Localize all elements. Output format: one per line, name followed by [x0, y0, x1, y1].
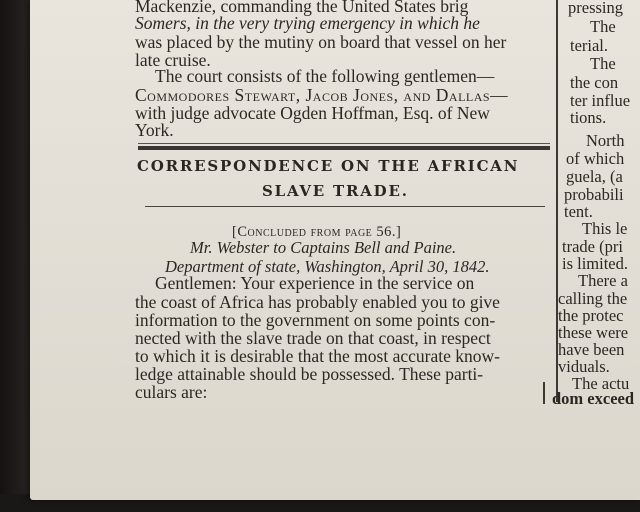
intro-line: Somers, in the very trying emergency in which he: [135, 13, 480, 33]
right-line: pressing: [568, 0, 623, 17]
body-line: Gentlemen: Your experience in the service on: [155, 273, 475, 293]
right-line: the con: [570, 73, 619, 92]
right-line: these were: [558, 323, 629, 342]
section-rule-top: [138, 143, 550, 144]
dateline: Department of state, Washington, April 30, 1842.: [165, 257, 490, 276]
right-line: have been: [558, 340, 625, 359]
right-line: trade (pri: [562, 237, 623, 256]
right-line: calling the: [558, 289, 628, 308]
body-line: ledge attainable should be possessed. These parti-: [135, 364, 484, 384]
body-line: to which it is desirable that the most accurate know-: [135, 346, 500, 366]
headline-line-2: SLAVE TRADE.: [262, 182, 409, 200]
right-line: The: [590, 54, 616, 73]
headline-line-1: CORRESPONDENCE ON THE AFRICAN: [137, 157, 520, 175]
right-line: viduals.: [558, 357, 610, 376]
body-line: information to the government on some points con-: [135, 310, 496, 330]
intro-line: Mackenzie, commanding the United States brig: [135, 0, 469, 16]
right-line: The actu: [572, 374, 630, 393]
right-line: The: [590, 17, 616, 36]
right-line: probabili: [564, 185, 624, 204]
intro-line: late cruise.: [135, 50, 211, 70]
right-line: dom exceed: [552, 389, 635, 408]
court-line: with judge advocate Ogden Hoffman, Esq. of New: [135, 103, 490, 123]
right-line: This le: [582, 219, 628, 238]
court-line: The court consists of the following gentlemen—: [155, 66, 495, 86]
right-line: the protec: [558, 306, 624, 325]
right-line: is limited.: [562, 254, 628, 273]
body-line: culars are:: [135, 382, 208, 402]
right-line: ter influe: [570, 91, 631, 110]
letter-title: Mr. Webster to Captains Bell and Paine.: [190, 238, 457, 257]
right-line: There a: [578, 271, 628, 290]
court-line: York.: [135, 120, 174, 140]
right-line: of which: [566, 149, 625, 168]
section-rule-thin: [145, 206, 545, 207]
background-left: [0, 0, 34, 512]
court-line: Commodores Stewart, Jacob Jones, and Dallas—: [135, 85, 509, 105]
concluded-note: [Concluded from page 56.]: [232, 224, 402, 240]
right-line: terial.: [570, 36, 609, 55]
right-line: tent.: [564, 202, 593, 221]
right-line: guela, (a: [566, 167, 623, 186]
column-divider-lower: [543, 382, 545, 404]
intro-line: was placed by the mutiny on board that vessel on her: [135, 32, 507, 52]
right-line: North: [586, 131, 625, 150]
section-rule-thick: [138, 146, 550, 150]
body-line: the coast of Africa has probably enabled you to give: [135, 292, 500, 312]
right-line: tions.: [570, 108, 607, 127]
body-line: nected with the slave trade on that coast, in respect: [135, 328, 491, 348]
